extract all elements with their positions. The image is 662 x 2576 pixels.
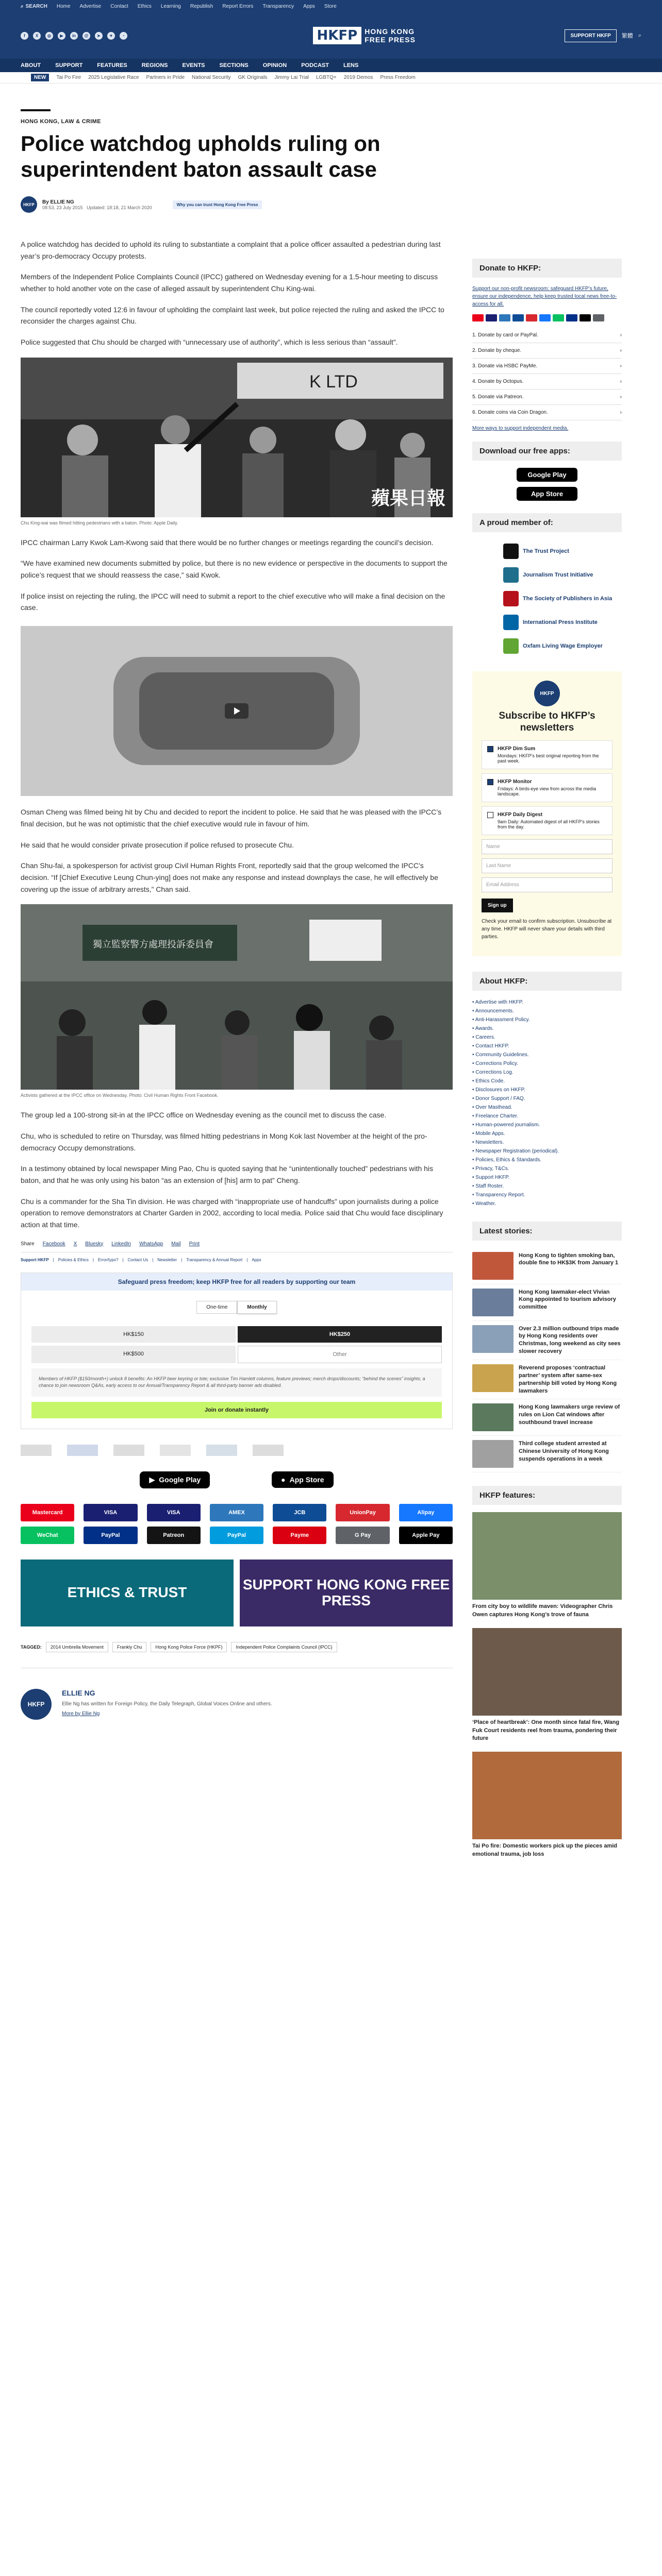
about-link[interactable]: • Staff Roster.	[472, 1182, 622, 1191]
app-badges	[21, 1471, 453, 1488]
mastercard-icon: Mastercard	[21, 1504, 74, 1521]
tag[interactable]: 2014 Umbrella Movement	[46, 1642, 108, 1652]
story-title: Third college student arrested at Chinese University of Hong Kong suspends operations in a week	[519, 1440, 609, 1463]
google-play-badge[interactable]: ▶ Google Play	[140, 1471, 210, 1488]
bluesky-icon[interactable]: ✦	[107, 32, 115, 40]
card-icons	[472, 314, 622, 321]
story-thumbnail	[472, 1289, 514, 1316]
partner-logos	[21, 1445, 453, 1456]
member-sopa[interactable]: The Society of Publishers in Asia	[472, 587, 622, 611]
donate-option[interactable]: 5. Donate via Patreon. ›	[472, 389, 622, 405]
sign-up-button[interactable]: Sign up	[482, 899, 513, 912]
paypal-icon: PayPal	[84, 1527, 137, 1544]
social-icons	[21, 32, 127, 40]
nav-features[interactable]: FEATURES	[97, 62, 127, 69]
site-logo[interactable]	[313, 27, 416, 44]
feature-story[interactable]	[472, 1628, 622, 1742]
about-link[interactable]: • Advertise with HKFP.	[472, 998, 622, 1007]
author-box-name[interactable]: ELLIE NG	[62, 1688, 95, 1697]
article-paragraph: Chan Shu-fai, a spokesperson for activist group Civil Human Rights Front, reportedly said that the group welcomed the IPCC’s decision. “If [Chief Executive Leung Chun-ying] does not make any response and instead downplays the case, he will effectively be covering up the issue of arbitrary arrests,” Chan said.	[21, 861, 438, 893]
last-name-field[interactable]: Last Name	[482, 858, 613, 873]
payme-icon: Payme	[273, 1527, 326, 1544]
newsletter-option[interactable]: HKFP Daily Digest 9am Daily: Automated digest of all HKFP’s stories from the day.	[482, 806, 613, 835]
sidebar	[472, 109, 622, 1868]
member-trust-project[interactable]: The Trust Project	[472, 539, 622, 563]
chevron-right-icon: ›	[620, 363, 622, 369]
donate-option[interactable]: 2. Donate by cheque. ›	[472, 343, 622, 359]
latest-story[interactable]	[472, 1399, 622, 1436]
donate-option[interactable]: 4. Donate by Octopus. ›	[472, 374, 622, 389]
join-button[interactable]: Join or donate instantly	[31, 1402, 442, 1418]
latest-story[interactable]	[472, 1360, 622, 1399]
latest-story[interactable]	[472, 1248, 622, 1284]
about-title: About HKFP:	[472, 972, 622, 991]
google-play-badge[interactable]: Google Play	[517, 468, 577, 482]
newsletter-signup	[472, 671, 622, 956]
donate-title: Donate to HKFP:	[472, 259, 622, 278]
visa-icon	[486, 314, 497, 321]
trust-badge[interactable]: Why you can trust Hong Kong Free Press	[173, 200, 262, 209]
latest-story[interactable]	[472, 1321, 622, 1360]
share-label: Share	[21, 1241, 35, 1247]
about-link[interactable]: • Contact HKFP.	[472, 1042, 622, 1050]
member-benefits: Members of HKFP ($150/month+) unlock 8 benefits: An HKFP beer keyring or tote; exclusive Tim Hamlett columns, feature previews; merch drops/discounts; “behind the scenes” insights; a chance to join newsroom Q&As, early access to our Annual/Transparency Report & all third-party banner ads disabled.	[31, 1368, 442, 1397]
footer-link[interactable]: Apps	[252, 1257, 261, 1262]
tag[interactable]: Hong Kong Police Force (HKPF)	[151, 1642, 227, 1652]
about-link[interactable]: • Awards.	[472, 1024, 622, 1033]
article-title: Police watchdog upholds ruling on superintendent baton assault case	[21, 131, 380, 181]
freq-one-time[interactable]: One-time	[196, 1301, 237, 1314]
svg-text:K LTD: K LTD	[309, 371, 358, 392]
feature-image	[472, 1628, 622, 1716]
svg-text:蘋果日報: 蘋果日報	[371, 487, 446, 509]
chevron-right-icon: ›	[620, 394, 622, 400]
promo-banners	[21, 1560, 453, 1626]
features-title: HKFP features:	[472, 1486, 622, 1505]
author-box-info	[62, 1689, 272, 1720]
partner-logo	[160, 1445, 191, 1456]
content-area	[0, 109, 662, 1868]
trending-link[interactable]: Jimmy Lai Trial	[274, 75, 309, 80]
frequency-toggle	[31, 1301, 442, 1314]
amex-icon: AMEX	[210, 1504, 263, 1521]
tag[interactable]: Independent Police Complaints Council (IPCC)	[231, 1642, 337, 1652]
author-name[interactable]: By ELLIE NG	[42, 199, 74, 205]
story-title: Hong Kong to tighten smoking ban, double fine to HK$3K from January 1	[519, 1252, 619, 1266]
feature-title: ‘Place of heartbreak’: One month since fatal fire, Wang Fuk Court residents reel from trauma, pondering their future	[472, 1719, 620, 1741]
partner-logo	[113, 1445, 144, 1456]
author-box	[21, 1668, 453, 1761]
footer-link[interactable]: Transparency & Annual Report	[186, 1257, 243, 1262]
photo-ipcc-sitin[interactable]	[21, 904, 453, 1090]
story-title: Over 2.3 million outbound trips made by Hong Kong residents over Christmas, long weekend as city sees slower recovery	[519, 1325, 621, 1355]
feature-story[interactable]	[472, 1752, 622, 1858]
latest-story[interactable]	[472, 1436, 622, 1472]
header-actions	[565, 29, 641, 42]
baton-photo	[21, 358, 453, 517]
nav-regions[interactable]: REGIONS	[141, 62, 168, 69]
member-oxfam[interactable]: Oxfam Living Wage Employer	[472, 634, 622, 658]
photo-apple-daily[interactable]	[21, 358, 453, 517]
play-button-icon[interactable]	[225, 703, 249, 719]
about-link[interactable]: • Transparency Report.	[472, 1191, 622, 1199]
title-rule	[21, 109, 51, 111]
trending-link[interactable]: Press Freedom	[380, 75, 416, 80]
newsletter-title: Subscribe to HKFP’s newsletters	[499, 710, 595, 733]
about-link[interactable]: • Corrections Policy.	[472, 1059, 622, 1068]
about-link[interactable]: • Human-powered journalism.	[472, 1121, 622, 1129]
nav-sections[interactable]: SECTIONS	[219, 62, 249, 69]
footer-link[interactable]: Newsletter	[157, 1257, 177, 1262]
share-x[interactable]: X	[73, 1241, 77, 1247]
nav-events[interactable]: EVENTS	[182, 62, 205, 69]
share-facebook[interactable]: Facebook	[42, 1241, 65, 1247]
share-linkedin[interactable]: LinkedIn	[111, 1241, 131, 1247]
donate-option[interactable]: 1. Donate by card or PayPal. ›	[472, 328, 622, 343]
member-jti[interactable]: Journalism Trust Initiative	[472, 563, 622, 587]
feature-story[interactable]	[472, 1512, 622, 1619]
article-column	[21, 109, 453, 1868]
about-link[interactable]: • Disclosures on HKFP.	[472, 1086, 622, 1094]
article-paragraph: The group led a 100-strong sit-in at the IPCC office on Wednesday evening as the council met to discuss the case.	[21, 1111, 387, 1120]
alipay-icon: Alipay	[399, 1504, 453, 1521]
patreon-icon: Patreon	[147, 1527, 201, 1544]
features-list	[472, 1512, 622, 1858]
jti-icon	[503, 567, 519, 583]
author-more-link[interactable]: More by Ellie Ng	[62, 1710, 100, 1717]
utility-link-ethics[interactable]: Ethics	[137, 3, 152, 9]
share-bar	[21, 1241, 453, 1252]
trending-link[interactable]: GK Originals	[238, 75, 268, 80]
byline	[21, 196, 453, 213]
about-link[interactable]: • Announcements.	[472, 1007, 622, 1015]
checkbox-checked-icon	[487, 779, 493, 785]
article-paragraph: Osman Cheng was filmed being hit by Chu and decided to report the incident to police. He said that he was pleased with the IPCC’s final decision, but he was not optimistic that the chief executive would rule in favour of him.	[21, 808, 442, 828]
story-thumbnail	[472, 1403, 514, 1431]
donate-text[interactable]: Support our non-profit newsroom: safeguard HKFP’s future, ensure our independence, help keep trusted local news free-to-access for all.	[472, 286, 617, 307]
support-banner[interactable]: SUPPORT HONG KONG FREE PRESS	[240, 1560, 453, 1626]
article-category[interactable]: HONG KONG, LAW & CRIME	[21, 118, 101, 125]
photo-caption: Chu King-wai was filmed hitting pedestrians with a baton. Photo: Apple Daily.	[21, 520, 178, 526]
latest-stories	[472, 1248, 622, 1473]
embedded-video[interactable]	[21, 626, 453, 796]
partner-logo	[206, 1445, 237, 1456]
amex-icon	[499, 314, 510, 321]
ipi-icon	[503, 615, 519, 630]
about-link[interactable]: • Freelance Charter.	[472, 1112, 622, 1121]
article-paragraph: IPCC chairman Larry Kwok Lam-Kwong said that there would be no further changes or meetings regarding the council’s decision.	[21, 538, 434, 547]
utility-link-report-errors[interactable]: Report Errors	[222, 3, 254, 9]
instagram-icon[interactable]: ◎	[45, 32, 53, 40]
about-link[interactable]: • Support HKFP.	[472, 1173, 622, 1182]
visa-icon: VISA	[84, 1504, 137, 1521]
updated-date: Updated: 18:18, 21 March 2020	[87, 205, 152, 210]
partner-logo	[253, 1445, 284, 1456]
article-body	[21, 239, 453, 1230]
article-paragraph: A police watchdog has decided to uphold its ruling to substantiate a complaint that a police officer assaulted a pedestrian during last year’s pro-democracy Occupy protests.	[21, 240, 441, 260]
latest-title: Latest stories:	[472, 1222, 622, 1241]
email-field[interactable]: Email Address	[482, 877, 613, 892]
author-box-avatar[interactable]: HKFP	[21, 1689, 52, 1720]
donation-heading: Safeguard press freedom; keep HKFP free for all readers by supporting our team	[21, 1273, 452, 1291]
tag[interactable]: Frankly Chu	[112, 1642, 147, 1652]
wechat-pay-icon: WeChat	[21, 1527, 74, 1544]
apps-title: Download our free apps:	[472, 442, 622, 461]
donate-option[interactable]: 6. Donate coins via Coin Dragon. ›	[472, 405, 622, 420]
story-thumbnail	[472, 1364, 514, 1392]
donate-options	[472, 328, 622, 420]
story-thumbnail	[472, 1440, 514, 1468]
byline-meta	[42, 199, 152, 210]
chevron-right-icon: ›	[620, 332, 622, 338]
story-thumbnail	[472, 1325, 514, 1353]
publish-date: 08:53, 23 July 2015	[42, 205, 83, 210]
story-title: Reverend proposes ‘contractual partner’ system after same-sex partnership bill voted by Hong Kong lawmakers	[519, 1364, 617, 1394]
linkedin-icon[interactable]: in	[70, 32, 78, 40]
author-box-bio: Ellie Ng has written for Foreign Policy, the Daily Telegraph, Global Voices Online and others.	[62, 1701, 272, 1707]
story-thumbnail	[472, 1252, 514, 1280]
newsletter-option[interactable]: HKFP Monitor Fridays: A birds-eye view from across the media landscape.	[482, 773, 613, 802]
about-links	[472, 998, 622, 1208]
member-ipi[interactable]: International Press Institute	[472, 611, 622, 634]
article-paragraph: The council reportedly voted 12:6 in favour of upholding the complaint last week, but police rejected the ruling and asked the IPCC to reconsider the charges against Chu.	[21, 305, 444, 326]
about-link[interactable]: • Newsletters.	[472, 1138, 622, 1147]
trending-link[interactable]: 2025 Legislative Race	[88, 75, 139, 80]
utility-link-advertise[interactable]: Advertise	[79, 3, 102, 9]
facebook-icon[interactable]: f	[21, 32, 28, 40]
latest-story[interactable]	[472, 1284, 622, 1321]
more-ways-link[interactable]: More ways to support independent media.	[472, 426, 569, 431]
threads-icon[interactable]: @	[82, 32, 90, 40]
about-link[interactable]: • Privacy, T&Cs.	[472, 1164, 622, 1173]
newsletter-option[interactable]: HKFP Dim Sum Mondays: HKFP’s best original reporting from the past week.	[482, 740, 613, 769]
share-print[interactable]: Print	[189, 1241, 200, 1247]
chevron-right-icon: ›	[620, 379, 622, 384]
amount-other-input[interactable]: Other	[238, 1346, 442, 1363]
feature-title: From city boy to wildlife maven: Videographer Chris Owen captures Hong Kong’s trove of fauna	[472, 1603, 613, 1618]
trending-link[interactable]: LGBTQ+	[316, 75, 337, 80]
share-whatsapp[interactable]: WhatsApp	[139, 1241, 163, 1247]
trending-bar	[0, 72, 662, 83]
tags-label: TAGGED:	[21, 1644, 42, 1650]
article-paragraph: Chu is a commander for the Sha Tin division. He was charged with “inappropriate use of handcuffs” upon journalists during a police operation to remove demonstrators at Charter Garden in 2002, according to local media. Police said that Chu would face disciplinary action at that time.	[21, 1197, 443, 1229]
about-link[interactable]: • Ethics Code.	[472, 1077, 622, 1086]
article-paragraph: Members of the Independent Police Complaints Council (IPCC) gathered on Wednesday evening for a 1.5-hour meeting to discuss whether to hold another vote on the case of alleged assault by superintendent Chu King-wai.	[21, 273, 438, 293]
checkbox-checked-icon	[487, 746, 493, 752]
newsletter-logo: HKFP	[534, 681, 560, 706]
paypal-icon	[566, 314, 577, 321]
checkbox-icon	[487, 812, 493, 818]
google-pay-icon: G Pay	[336, 1527, 389, 1544]
logo-text: HONG KONG FREE PRESS	[365, 27, 416, 44]
photo-caption: Activists gathered at the IPCC office on Wednesday. Photo: Civil Human Rights Front Facebook.	[21, 1093, 219, 1098]
sopa-icon	[503, 591, 519, 606]
utility-link-store[interactable]: Store	[324, 3, 337, 9]
about-link[interactable]: • Anti-Harassment Policy.	[472, 1015, 622, 1024]
share-mail[interactable]: Mail	[171, 1241, 181, 1247]
nav-support[interactable]: SUPPORT	[55, 62, 83, 69]
story-title: Hong Kong lawmaker-elect Vivian Kong appointed to tourism advisory committee	[519, 1289, 616, 1311]
about-link[interactable]: • Policies, Ethics & Standards.	[472, 1156, 622, 1164]
about-link[interactable]: • Donor Support / FAQ.	[472, 1094, 622, 1103]
article-paragraph: “We have examined new documents submitted by police, but there is no new evidence or perspective in the documents to support the police’s request that we should reassess the case,” said Kwok.	[21, 559, 448, 580]
utility-link-home[interactable]: Home	[56, 3, 71, 9]
member-title: A proud member of:	[472, 513, 622, 532]
article-paragraph: He said that he would consider private prosecution if police refused to prosecute Chu.	[21, 840, 294, 849]
freq-monthly[interactable]: Monthly	[237, 1301, 276, 1314]
chevron-right-icon: ›	[620, 410, 622, 415]
nav-about[interactable]: ABOUT	[21, 62, 41, 69]
nav-podcast[interactable]: PODCAST	[301, 62, 329, 69]
app-store-badge[interactable]: App Store	[517, 487, 577, 501]
feature-image	[472, 1512, 622, 1600]
about-link[interactable]: • Corrections Log.	[472, 1068, 622, 1077]
article-tags	[21, 1642, 453, 1652]
about-link[interactable]: • Weather.	[472, 1199, 622, 1208]
article-paragraph: In a testimony obtained by local newspaper Ming Pao, Chu is quoted saying that he “unintentionally touched” pedestrians with his baton, and that he was only using his baton “as an extension of [his] arm to pat” Cheng.	[21, 1164, 434, 1184]
apple-pay-icon: Apple Pay	[399, 1527, 453, 1544]
amount-options	[31, 1326, 442, 1363]
chevron-right-icon: ›	[620, 348, 622, 353]
nav-opinion[interactable]: OPINION	[262, 62, 287, 69]
newsletter-note: Check your email to confirm subscription. Unsubscribe at any time. HKFP will never share your details with third parties.	[482, 918, 612, 940]
chinese-link[interactable]: 繁體	[621, 33, 633, 39]
alipay-icon	[539, 314, 551, 321]
play-store-icon: ▶	[149, 1475, 155, 1484]
amount-option-selected[interactable]: HK$250	[238, 1326, 442, 1343]
paypal-icon: PayPal	[210, 1527, 263, 1544]
sitin-photo	[21, 904, 453, 1090]
trending-link[interactable]: Partners in Pride	[146, 75, 185, 80]
partner-logo	[21, 1445, 52, 1456]
footer-link[interactable]: Policies & Ethics	[58, 1257, 89, 1262]
about-link[interactable]: • Community Guidelines.	[472, 1050, 622, 1059]
feature-title: Tai Po fire: Domestic workers pick up the pieces amid emotional trauma, job loss	[472, 1843, 617, 1857]
about-link[interactable]: • Newspaper Registration (periodical).	[472, 1147, 622, 1156]
payment-methods	[21, 1504, 453, 1544]
app-store-badge[interactable]: ● App Store	[272, 1471, 333, 1488]
footer-support-link[interactable]: Support HKFP	[21, 1257, 49, 1262]
footer-link[interactable]: Error/typo?	[97, 1257, 119, 1262]
jcb-icon: JCB	[273, 1504, 326, 1521]
new-badge: NEW	[31, 74, 49, 81]
footer-link[interactable]: Contact Us	[127, 1257, 148, 1262]
utility-link-learning[interactable]: Learning	[160, 3, 181, 9]
name-field[interactable]: Name	[482, 839, 613, 854]
header-search-icon[interactable]: ⌕	[638, 32, 641, 39]
svg-text:獨立監察警方處理投訴委員會: 獨立監察警方處理投訴委員會	[93, 939, 213, 951]
about-link[interactable]: • Over Masthead.	[472, 1103, 622, 1112]
youtube-icon[interactable]: ▶	[58, 32, 65, 40]
trust-project-icon	[503, 544, 519, 559]
article-paragraph: If police insist on rejecting the ruling, the IPCC will need to submit a report to the chief executive who will make a final decision on the case.	[21, 591, 445, 612]
about-link[interactable]: • Mobile Apps.	[472, 1129, 622, 1138]
about-link[interactable]: • Careers.	[472, 1033, 622, 1042]
visa-icon: VISA	[147, 1504, 201, 1521]
article-paragraph: Chu, who is scheduled to retire on Thursday, was filmed hitting pedestrians in Mong Kok last November at the height of the pro-democracy Occupy demonstrations.	[21, 1131, 427, 1152]
donate-option[interactable]: 3. Donate via HSBC PayMe. ›	[472, 359, 622, 374]
utility-link-apps[interactable]: Apps	[303, 3, 315, 9]
google-pay-icon	[593, 314, 604, 321]
search-icon: ⌕	[21, 3, 24, 9]
wechat-pay-icon	[553, 314, 564, 321]
apple-icon: ●	[281, 1476, 286, 1484]
support-hkfp-button[interactable]: SUPPORT HKFP	[565, 29, 616, 42]
site-header	[0, 12, 662, 59]
utility-link-transparency[interactable]: Transparency	[262, 3, 294, 9]
jcb-icon	[512, 314, 524, 321]
amount-option[interactable]: HK$150	[31, 1326, 236, 1343]
unionpay-icon: UnionPay	[336, 1504, 389, 1521]
telegram-icon[interactable]: ➤	[95, 32, 103, 40]
utility-link-republish[interactable]: Republish	[190, 3, 213, 9]
logo-mark: HKFP	[313, 27, 362, 44]
unionpay-icon	[526, 314, 537, 321]
ethics-banner[interactable]: ETHICS & TRUST	[21, 1560, 234, 1626]
utility-search[interactable]: ⌕ SEARCH	[21, 3, 47, 9]
article-footer-links: Support HKFP | Policies & Ethics | Error/typo? | Contact Us | Newsletter | Transparency & Annual Report | Apps	[21, 1257, 261, 1262]
x-icon[interactable]: X	[33, 32, 41, 40]
amount-option[interactable]: HK$500	[31, 1346, 236, 1363]
mastercard-icon	[472, 314, 484, 321]
nav-lens[interactable]: LENS	[343, 62, 359, 69]
main-nav	[0, 59, 662, 72]
article-paragraph: Police suggested that Chu should be charged with “unnecessary use of authority”, which is less serious than “assault”.	[21, 338, 398, 347]
share-bluesky[interactable]: Bluesky	[85, 1241, 104, 1247]
partner-logo	[67, 1445, 98, 1456]
apple-pay-icon	[580, 314, 591, 321]
utility-link-contact[interactable]: Contact	[110, 3, 128, 9]
oxfam-icon	[503, 638, 519, 654]
story-title: Hong Kong lawmakers urge review of rules on Lion Cat windows after southbound travel increase	[519, 1404, 620, 1426]
trending-link[interactable]: 2019 Demos	[343, 75, 373, 80]
author-avatar[interactable]: HKFP	[21, 196, 37, 213]
utility-bar	[0, 0, 662, 12]
feature-image	[472, 1752, 622, 1839]
trending-link[interactable]: National Security	[192, 75, 231, 80]
donation-widget	[21, 1273, 453, 1429]
rss-icon[interactable]: ◔	[120, 32, 127, 40]
trending-link[interactable]: Tai Po Fire	[56, 75, 81, 80]
